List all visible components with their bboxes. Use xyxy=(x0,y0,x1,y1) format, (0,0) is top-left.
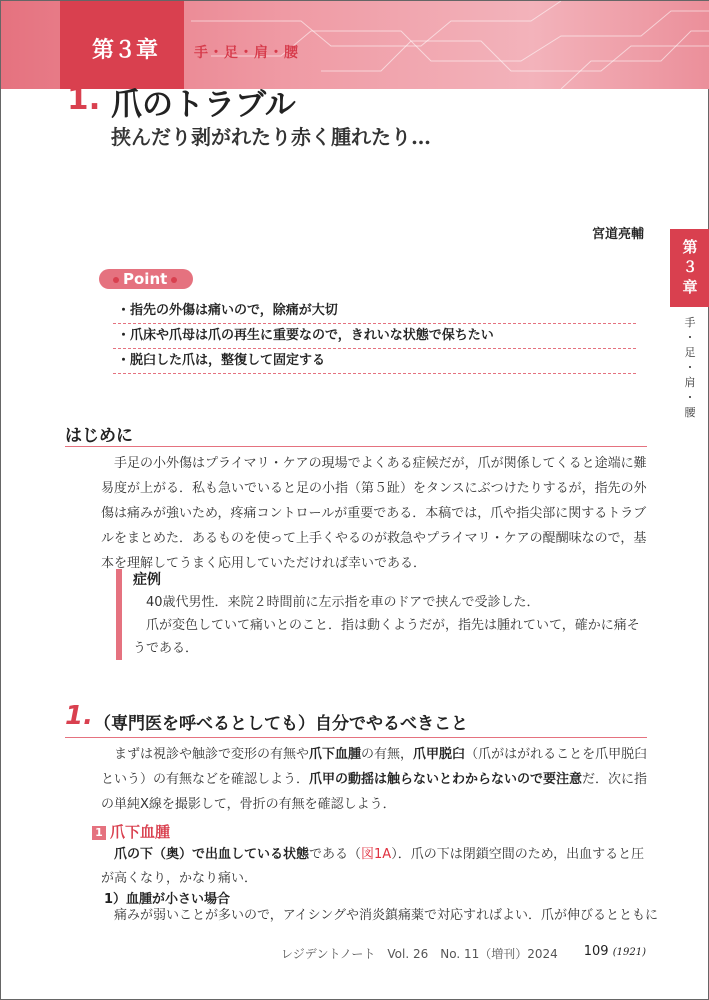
bold-text: 爪の下（奥）で出血している状態 xyxy=(114,847,310,862)
chapter-label: 第３章 xyxy=(60,1,184,89)
page-title: 爪のトラブル xyxy=(111,87,296,123)
subsection-heading xyxy=(92,821,170,842)
point-item: ・指先の外傷は痛いので，除痛が大切 xyxy=(113,299,636,324)
text: まずは視診や触診で変形の有無や xyxy=(114,747,310,762)
side-char: 腰 xyxy=(684,406,696,419)
subsection-title: 爪下血腫 xyxy=(110,823,171,841)
case-heading: 症例 xyxy=(133,572,161,588)
section-number: 1. xyxy=(65,701,93,731)
total-page-number: (1921) xyxy=(612,947,646,958)
side-chapter-tab[interactable] xyxy=(670,229,709,307)
point-item: ・爪床や爪母は爪の再生に重要なので，きれいな状態で保ちたい xyxy=(113,324,636,349)
sub-subsection-heading: 1）血腫が小さい場合 xyxy=(104,892,231,907)
author: 宮道亮輔 xyxy=(591,227,644,242)
side-topic xyxy=(677,315,703,420)
divider xyxy=(65,737,647,738)
intro-paragraph: 手足の小外傷はプライマリ・ケアの現場でよくある症候だが，爪が関係してくると途端に難易度が上がる．私も急いでいると足の小指（第５趾）をタンスにぶつけたりするが，指先の外傷は痛みが強いため，疼痛コントロールが重要である．本稿では，爪や指尖部に関するトラブルをまとめた．あるものを使って上手くやるのが救急やプライマリ・ケアの醍醐味なので，基本を理解してうまく応用していただければ幸いである． xyxy=(101,456,647,571)
side-char: ・ xyxy=(684,391,696,404)
page-number xyxy=(584,944,646,959)
point-item: ・脱臼した爪は，整復して固定する xyxy=(113,349,636,374)
section-heading: （専門医を呼べるとしても）自分でやるべきこと xyxy=(94,714,468,734)
text: ）．爪の下は閉鎖空間のため，出血すると圧が高くなり，かなり痛い． xyxy=(101,847,645,886)
title-number: 1. xyxy=(67,81,101,117)
side-chapter-label: 第３章 xyxy=(682,238,698,296)
dot-icon xyxy=(113,277,119,283)
sub-subsection-paragraph: 痛みが弱いことが多いので，アイシングや消炎鎮痛薬で対応すればよい．爪が伸びるとともに xyxy=(114,908,658,923)
case-line: 40歳代男性．来院２時間前に左示指を車のドアで挟んで受診した． xyxy=(146,595,540,610)
side-char: 肩 xyxy=(684,376,696,389)
side-char: 足 xyxy=(684,346,696,359)
chapter-topic: 手・足・肩・腰 xyxy=(194,45,299,61)
text: の有無， xyxy=(361,747,414,762)
case-line: 爪が変色していて痛いとのこと．指は動くようだが，指先は腫れていて，確かに痛そうである． xyxy=(133,618,640,656)
side-char: ・ xyxy=(684,361,696,374)
figure-link[interactable]: 図1A xyxy=(361,847,392,862)
page-number-value: 109 xyxy=(583,944,609,959)
side-char: ・ xyxy=(684,331,696,344)
text: だ．次に指の単純X線を撮影して，骨折の有無を確認しよう． xyxy=(101,772,648,812)
page-subtitle: 挟んだり剥がれたり赤く腫れたり… xyxy=(111,125,431,149)
journal-footer: レジデントノート Vol. 26 No. 11（増刊）2024 xyxy=(281,947,558,961)
case-box xyxy=(116,569,648,660)
divider xyxy=(65,446,647,447)
bold-text: 爪甲の動揺は触らないとわからないので要注意 xyxy=(309,772,583,787)
side-char: 手 xyxy=(684,316,696,329)
bold-text: 爪甲脱臼 xyxy=(413,747,466,762)
point-label: Point xyxy=(123,270,168,288)
text: （爪がはがれることを爪甲脱臼という）の有無などを確認しよう． xyxy=(101,747,648,787)
point-badge xyxy=(99,269,193,289)
dot-icon xyxy=(171,277,177,283)
text: である（ xyxy=(309,847,362,862)
subsection-number: 1 xyxy=(92,826,106,840)
intro-heading: はじめに xyxy=(65,426,133,446)
subsection-paragraph xyxy=(101,843,649,891)
section-paragraph xyxy=(101,742,649,817)
bold-text: 爪下血腫 xyxy=(309,747,362,762)
